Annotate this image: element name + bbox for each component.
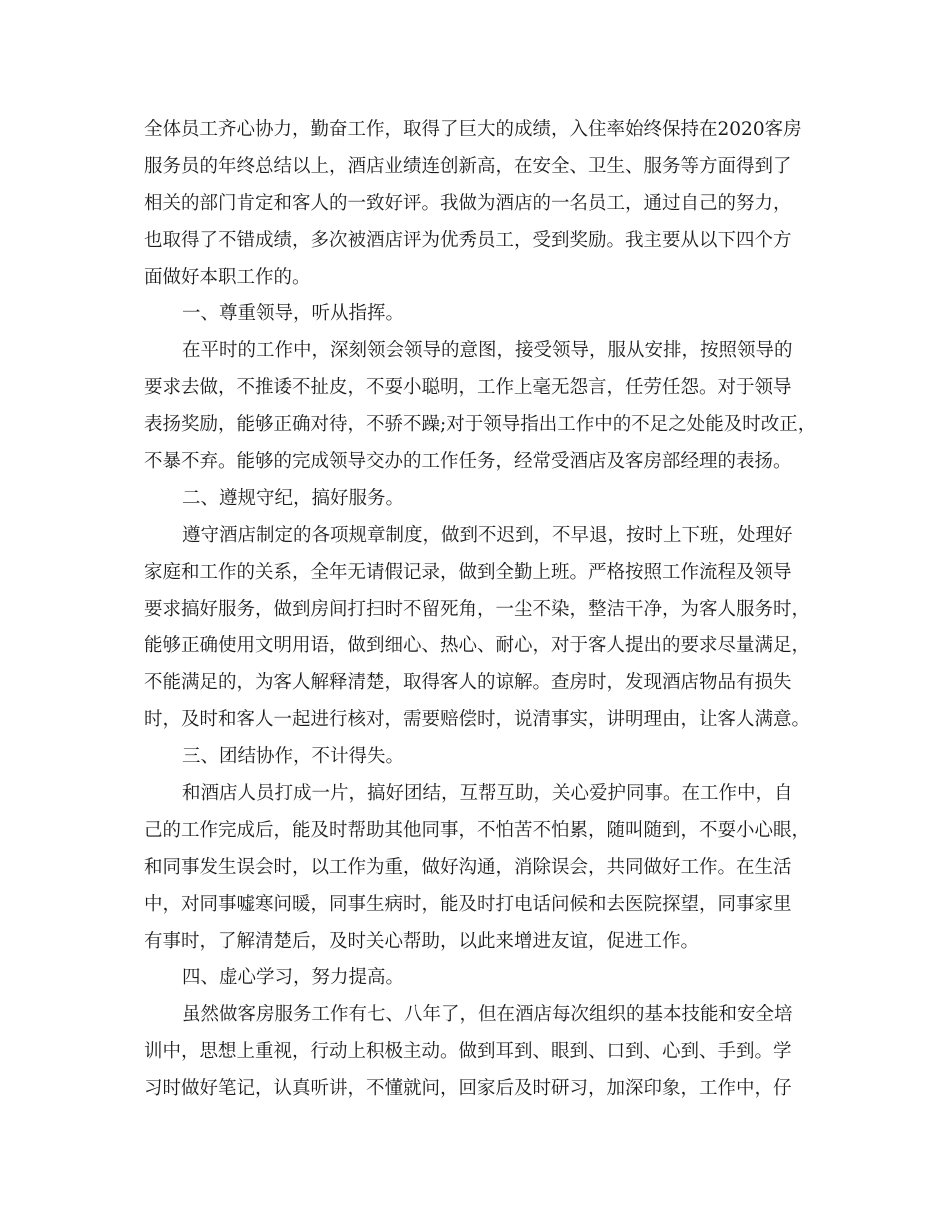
text-line: 中，对同事嘘寒问暖，同事生病时，能及时打电话问候和去医院探望，同事家里 bbox=[144, 893, 792, 915]
text-line: 虽然做客房服务工作有七、八年了，但在酒店每次组织的基本技能和安全培 bbox=[182, 1004, 793, 1026]
text-line: 能够正确使用文明用语，做到细心、热心、耐心，对于客人提出的要求尽量满足， bbox=[144, 635, 811, 657]
text-line: 表扬奖励，能够正确对待，不骄不躁;对于领导指出工作中的不足之处能及时改正， bbox=[144, 414, 817, 436]
text-line: 也取得了不错成绩，多次被酒店评为优秀员工，受到奖励。我主要从以下四个方 bbox=[144, 229, 792, 251]
text-line: 服务员的年终总结以上，酒店业绩连创新高，在安全、卫生、服务等方面得到了 bbox=[144, 155, 792, 177]
text-line: 己的工作完成后，能及时帮助其他同事，不怕苦不怕累，随叫随到，不耍小心眼， bbox=[144, 819, 811, 841]
text-line: 二、遵规守纪，搞好服务。 bbox=[182, 487, 405, 509]
text-line: 四、虚心学习，努力提高。 bbox=[182, 967, 405, 989]
text-line: 和同事发生误会时，以工作为重，做好沟通，消除误会，共同做好工作。在生活 bbox=[144, 856, 792, 878]
text-line: 要求搞好服务，做到房间打扫时不留死角，一尘不染，整洁干净，为客人服务时， bbox=[144, 598, 811, 620]
text-line: 不暴不弃。能够的完成领导交办的工作任务，经常受酒店及客房部经理的表扬。 bbox=[144, 451, 792, 473]
text-line: 在平时的工作中，深刻领会领导的意图，接受领导，服从安排，按照领导的 bbox=[182, 340, 793, 362]
text-line: 面做好本职工作的。 bbox=[144, 266, 311, 288]
text-line: 不能满足的，为客人解释清楚，取得客人的谅解。查房时，发现酒店物品有损失 bbox=[144, 672, 792, 694]
text-line: 相关的部门肯定和客人的一致好评。我做为酒店的一名员工，通过自己的努力， bbox=[144, 192, 792, 214]
text-line: 一、尊重领导，听从指挥。 bbox=[182, 303, 405, 325]
text-line: 遵守酒店制定的各项规章制度，做到不迟到，不早退，按时上下班，处理好 bbox=[182, 524, 793, 546]
text-line: 习时做好笔记，认真听讲，不懂就问，回家后及时研习，加深印象，工作中，仔 bbox=[144, 1078, 792, 1100]
text-line: 全体员工齐心协力，勤奋工作，取得了巨大的成绩，入住率始终保持在2020客房 bbox=[144, 119, 802, 140]
text-line: 和酒店人员打成一片，搞好团结，互帮互助，关心爱护同事。在工作中，自 bbox=[182, 783, 793, 805]
text-line: 家庭和工作的关系，全年无请假记录，做到全勤上班。严格按照工作流程及领导 bbox=[144, 561, 792, 583]
text-line: 三、团结协作，不计得失。 bbox=[182, 746, 405, 768]
text-line: 训中，思想上重视，行动上积极主动。做到耳到、眼到、口到、心到、手到。学 bbox=[144, 1041, 792, 1063]
text-line: 时，及时和客人一起进行核对，需要赔偿时，说清事实，讲明理由，让客人满意。 bbox=[144, 709, 811, 731]
text-line: 有事时，了解清楚后，及时关心帮助，以此来增进友谊，促进工作。 bbox=[144, 930, 700, 952]
document-body bbox=[144, 112, 824, 1108]
text-line: 要求去做，不推诿不扯皮，不耍小聪明，工作上毫无怨言，任劳任怨。对于领导 bbox=[144, 377, 792, 399]
